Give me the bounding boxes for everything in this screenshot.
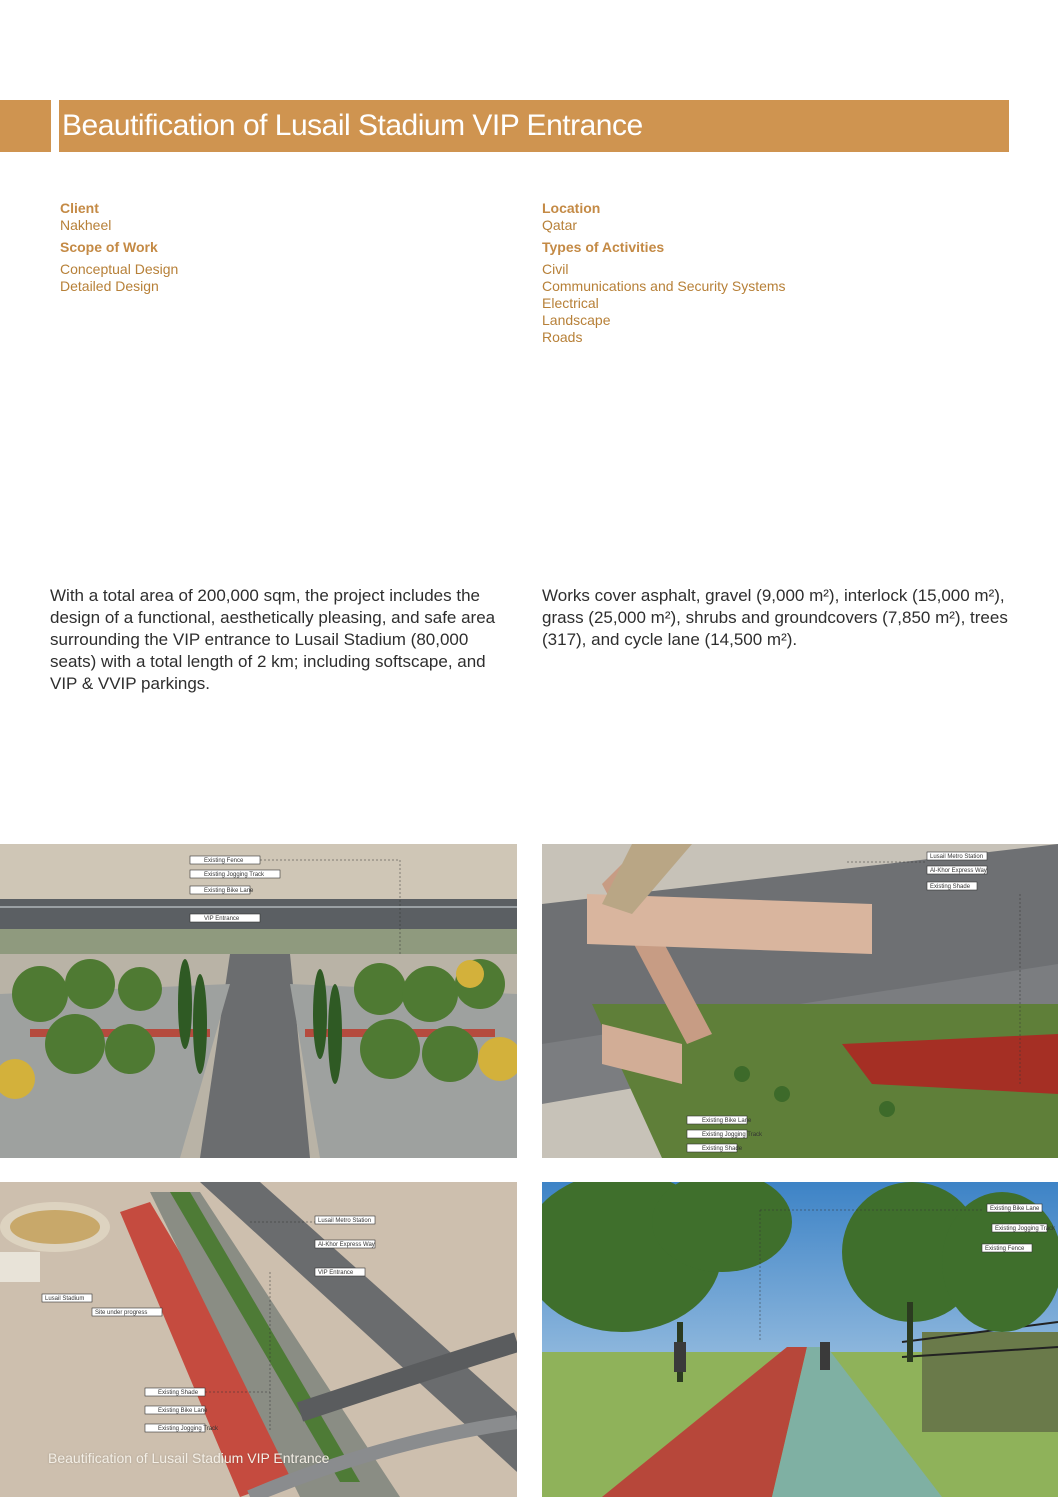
location-value: Qatar xyxy=(542,217,578,233)
tag: Existing Bike Lane xyxy=(158,1408,208,1414)
scope-item: Conceptual Design xyxy=(60,261,179,277)
activity-item: Communications and Security Systems xyxy=(542,278,786,294)
description-right: Works cover asphalt, gravel (9,000 m²), interlock (15,000 m²), grass (25,000 m²), shrubs and groundcovers (7,850 m²), trees (317), and cycle lane (14,500 m²). xyxy=(542,586,1008,649)
tag: Existing Jogging Track xyxy=(995,1226,1056,1232)
tag: Al-Khor Express Way xyxy=(930,868,987,874)
tag: Lusail Metro Station xyxy=(318,1218,372,1224)
render-vip-entrance-aerial xyxy=(0,844,517,1158)
tag: Existing Shade xyxy=(702,1146,743,1152)
render-metro-station xyxy=(542,844,1058,1158)
render-cycle-lane xyxy=(542,1182,1058,1497)
tag: Existing Bike Lane xyxy=(702,1118,752,1124)
image-caption: Beautification of Lusail Stadium VIP Entrance xyxy=(48,1450,330,1466)
client-label: Client xyxy=(60,200,99,216)
tag: Existing Bike Lane xyxy=(990,1206,1040,1212)
title-accent-block xyxy=(0,100,51,152)
page-title: Beautification of Lusail Stadium VIP Entrance xyxy=(62,109,643,142)
tag: Lusail Stadium xyxy=(45,1296,85,1302)
location-label: Location xyxy=(542,200,601,216)
tag: VIP Entrance xyxy=(318,1270,354,1276)
info-left-column xyxy=(60,200,500,295)
tag: Lusail Metro Station xyxy=(930,854,984,860)
tag: Existing Jogging Track xyxy=(204,872,265,878)
tag: Existing Shade xyxy=(158,1390,199,1396)
tag: Existing Jogging Track xyxy=(158,1426,219,1432)
activity-item: Roads xyxy=(542,329,583,345)
title-bar xyxy=(59,100,1009,152)
tag: Site under progress xyxy=(95,1310,148,1316)
client-value: Nakheel xyxy=(60,217,112,233)
tag: VIP Entrance xyxy=(204,916,240,922)
activity-item: Landscape xyxy=(542,312,611,328)
activities-label: Types of Activities xyxy=(542,239,665,255)
description-left: With a total area of 200,000 sqm, the project includes the design of a functional, aesthetically pleasing, and safe area surrounding the VIP entrance to Lusail Stadium (80,000 seats) with a total length of 2 km; including softscape, and VIP & VVIP parkings. xyxy=(50,586,496,693)
tag: Existing Jogging Track xyxy=(702,1132,763,1138)
tag: Existing Shade xyxy=(930,884,971,890)
tag: Existing Fence xyxy=(985,1246,1025,1252)
activity-item: Civil xyxy=(542,261,569,277)
scope-item: Detailed Design xyxy=(60,278,159,294)
tag: Existing Fence xyxy=(204,858,244,864)
tag: Existing Bike Lane xyxy=(204,888,254,894)
scope-label: Scope of Work xyxy=(60,239,158,255)
activity-item: Electrical xyxy=(542,295,599,311)
tag: Al-Khor Express Way xyxy=(318,1242,375,1248)
info-right-column xyxy=(542,200,982,346)
